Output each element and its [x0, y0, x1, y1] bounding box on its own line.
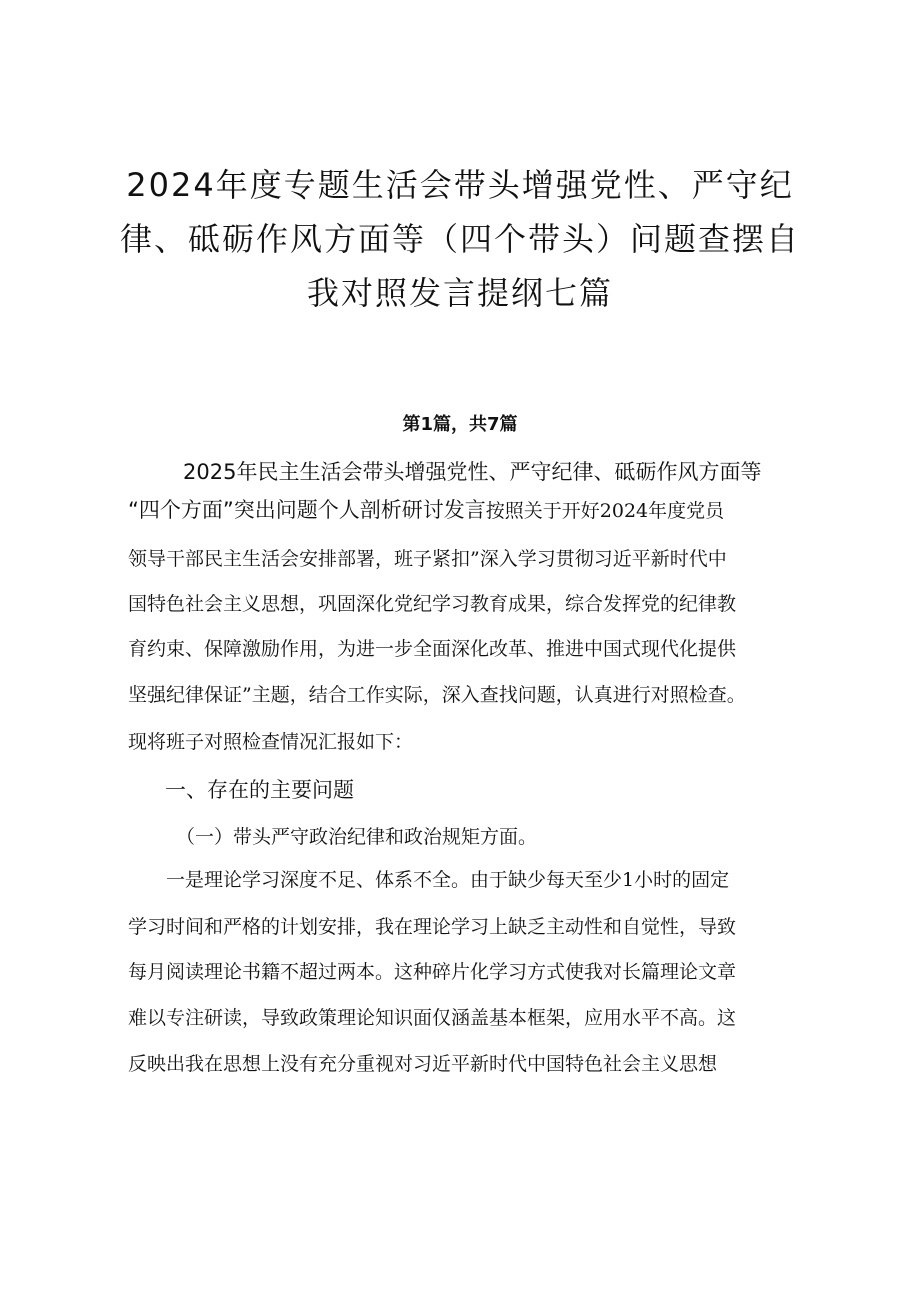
intro-heading-line-1: 2025年民主生活会带头增强党性、严守纪律、砥砺作风方面等 [183, 460, 762, 484]
intro-line-3: 领导干部民主生活会安排部署，班子紧扣”深入学习贯彻习近平新时代中 [128, 548, 727, 570]
intro-line-2-tail: 按照关于开好2024年度党员 [485, 500, 725, 522]
para-line-3: 每月阅读理论书籍不超过两本。这种碎片化学习方式使我对长篇理论文章 [128, 961, 737, 983]
intro-line-7: 现将班子对照检查情况汇报如下： [128, 731, 414, 753]
document-title [120, 158, 800, 320]
para-line-2: 学习时间和严格的计划安排，我在理论学习上缺乏主动性和自觉性，导致 [128, 916, 737, 938]
part-label: 第1篇，共7篇 [402, 414, 518, 435]
intro-heading-line-2: “四个方面”突出问题个人剖析研讨发言 [128, 498, 486, 522]
intro-line-6: 坚强纪律保证”主题，结合工作实际，深入查找问题，认真进行对照检查。 [128, 684, 746, 706]
para-line-4: 难以专注研读，导致政策理论知识面仅涵盖基本框架，应用水平不高。这 [128, 1007, 737, 1029]
intro-line-5: 育约束、保障激励作用，为进一步全面深化改革、推进中国式现代化提供 [128, 638, 737, 660]
title-line-2: 律、砥砺作风方面等（四个带头）问题查摆自 [120, 220, 801, 258]
para-line-5: 反映出我在思想上没有充分重视对习近平新时代中国特色社会主义思想 [128, 1053, 718, 1075]
section-heading: 一、存在的主要问题 [165, 778, 354, 802]
intro-line-2 [128, 494, 724, 524]
subsection-heading: （一）带头严守政治纪律和政治规矩方面。 [176, 826, 538, 848]
intro-line-4: 国特色社会主义思想，巩固深化党纪学习教育成果，综合发挥党的纪律教 [128, 593, 737, 615]
para-line-1: 一是理论学习深度不足、体系不全。由于缺少每天至少1小时的固定 [166, 869, 730, 891]
title-line-3: 我对照发言提纲七篇 [306, 274, 613, 312]
title-line-1: 2024年度专题生活会带头增强党性、严守纪 [126, 166, 794, 204]
